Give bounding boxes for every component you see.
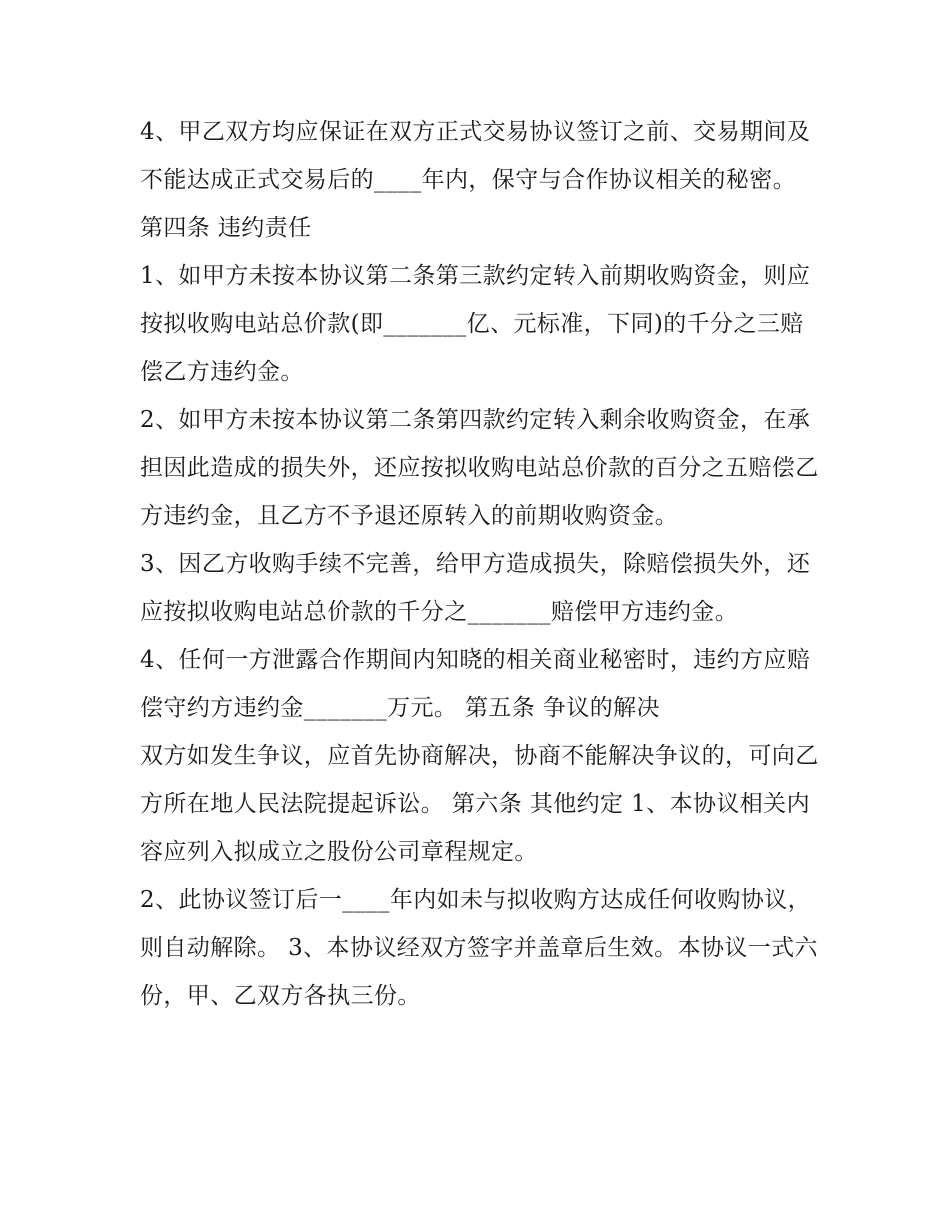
document-body <box>140 108 820 1020</box>
paragraph-breach-3: 3、因乙方收购手续不完善，给甲方造成损失，除赔偿损失外，还应按拟收购电站总价款的千分之_______赔偿甲方违约金。 <box>140 551 811 625</box>
paragraph-breach-2: 2、如甲方未按本协议第二条第四款约定转入剩余收购资金，在承担因此造成的损失外，还应按拟收购电站总价款的百分之五赔偿乙方违约金，且乙方不予退还原转入的前期收购资金。 <box>140 407 819 529</box>
paragraph-breach-1: 1、如甲方未按本协议第二条第三款约定转入前期收购资金，则应按拟收购电站总价款(即_______亿、元标准，下同)的千分之三赔偿乙方违约金。 <box>140 263 811 385</box>
paragraph-other-terms: 2、此协议签订后一____年内如未与拟收购方达成任何收购协议，则自动解除。 3、本协议经双方签字并盖章后生效。本协议一式六份，甲、乙双方各执三份。 <box>140 887 818 1009</box>
paragraph-confidentiality: 4、甲乙双方均应保证在双方正式交易协议签订之前、交易期间及不能达成正式交易后的____年内，保守与合作协议相关的秘密。 第四条 违约责任 <box>140 119 811 241</box>
paragraph-dispute-resolution: 双方如发生争议，应首先协商解决，协商不能解决争议的，可向乙方所在地人民法院提起诉讼。 第六条 其他约定 1、本协议相关内容应列入拟成立之股份公司章程规定。 <box>140 743 819 865</box>
paragraph-breach-4: 4、任何一方泄露合作期间内知晓的相关商业秘密时，违约方应赔偿守约方违约金_______万元。 第五条 争议的解决 <box>140 647 811 721</box>
